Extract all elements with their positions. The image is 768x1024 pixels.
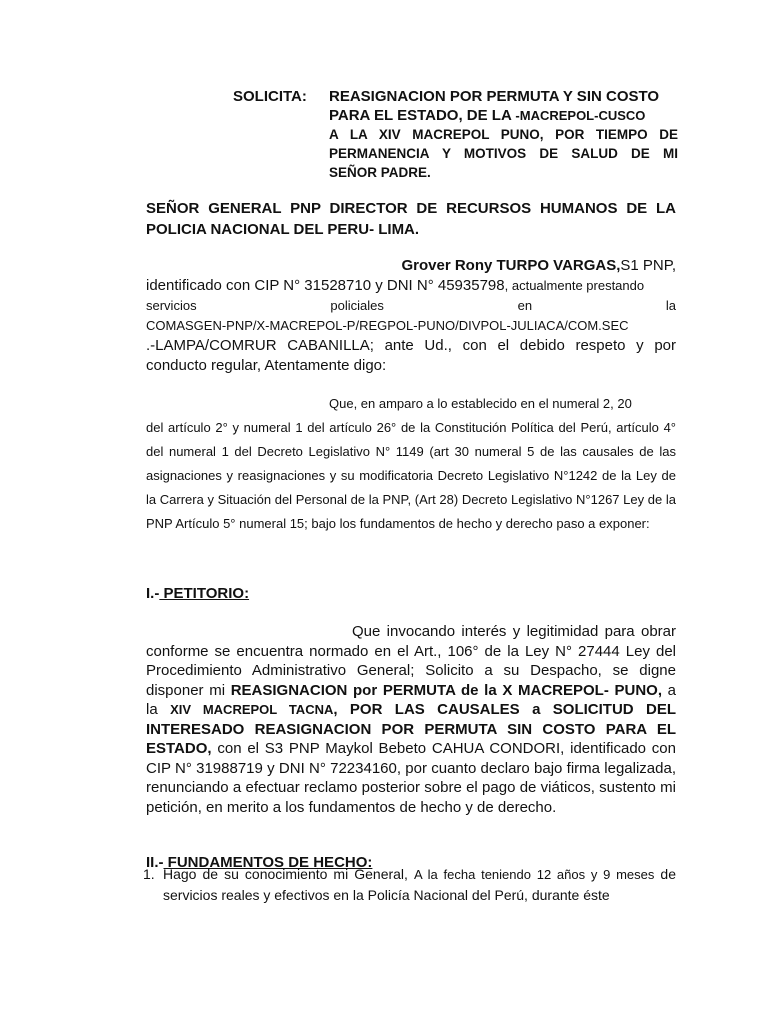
applicant-name-line (146, 256, 676, 276)
identification-paragraph (146, 256, 676, 376)
identification-line: COMASGEN-PNP/X-MACREPOL-P/REGPOL-PUNO/DIVPOL-JULIACA/COM.SEC (146, 318, 629, 333)
request-subject-line: A LA XIV MACREPOL PUNO, POR TIEMPO DE (329, 127, 678, 142)
section-heading-fundamentos: II.- FUNDAMENTOS DE HECHO: (146, 854, 373, 871)
list-item-number: 1. (143, 866, 155, 882)
request-subject-line: SEÑOR PADRE. (329, 165, 431, 180)
legal-basis-paragraph (146, 392, 676, 536)
legal-basis-first-line: Que, en amparo a lo establecido en el numeral 2, 20 (329, 396, 632, 411)
request-subject (329, 87, 678, 182)
section-heading-petitorio: I.- PETITORIO: (146, 585, 250, 602)
request-label: SOLICITA: (233, 88, 307, 105)
request-header (233, 87, 678, 182)
addressee: SEÑOR GENERAL PNP DIRECTOR DE RECURSOS HUMANOS DE LA POLICIA NACIONAL DEL PERU- LIMA. (146, 200, 676, 238)
applicant-name: Grover Rony TURPO VARGAS, (401, 257, 621, 274)
legal-basis-text: del artículo 2° y numeral 1 del artículo 26° de la Constitución Política del Perú, artículo 4° del numeral 1 del Decreto Legislativo N° 1149 (art 30 numeral 5 de las causales de las asignaciones y reasignaciones y su modificatoria Decreto Legislativo N°1242 de la Ley de la Carrera y Situación del Personal de la PNP, (Art 28) Decreto Legislativo N°1267 Ley de la PNP Artículo 5° numeral 15; bajo los fundamentos de hecho y derecho paso a exponer: (146, 420, 676, 531)
identification-line: servicios policiales en la (146, 298, 676, 313)
applicant-rank: S1 PNP, (620, 257, 676, 274)
identification-line: .-LAMPA/COMRUR CABANILLA; ante Ud., con el debido respeto y por conducto regular, Atentamente digo: (146, 337, 676, 374)
identification-line: identificado con CIP N° 31528710 y DNI N° 45935798, actualmente prestando (146, 277, 645, 294)
request-subject-line: PARA EL ESTADO, DE LA -MACREPOL-CUSCO (329, 107, 646, 124)
list-item: 1. Hago de su conocimiento mi General, A la fecha teniendo 12 años y 9 meses de servicios reales y efectivos en la Policía Nacional del Perú, durante éste (143, 866, 677, 903)
fundamentos-list (143, 864, 676, 906)
request-subject-line: REASIGNACION POR PERMUTA Y SIN COSTO (329, 88, 660, 105)
petitorio-paragraph: Que invocando interés y legitimidad para obrar conforme se encuentra normado en el Art., 106° de la Ley N° 27444 Ley del Procedimiento Administrativo General; Solicito a su Despacho, se digne disponer mi REASIGNACION por PERMUTA de la X MACREPOL- PUNO, a la XIV MACREPOL TACNA, POR LAS CAUSALES a SOLICITUD DEL INTERESADO REASIGNACION POR PERMUTA SIN COSTO PARA EL ESTADO, con el S3 PNP Maykol Bebeto CAHUA CONDORI, identificado con CIP N° 31988719 y DNI N° 72234160, por cuanto declaro bajo firma legalizada, renunciando a efectuar reclamo posterior sobre el pago de viáticos, sustento mi petición, en merito a los fundamentos de hecho y de derecho. (146, 623, 677, 816)
request-subject-line: PERMANENCIA Y MOTIVOS DE SALUD DE MI (329, 146, 678, 161)
